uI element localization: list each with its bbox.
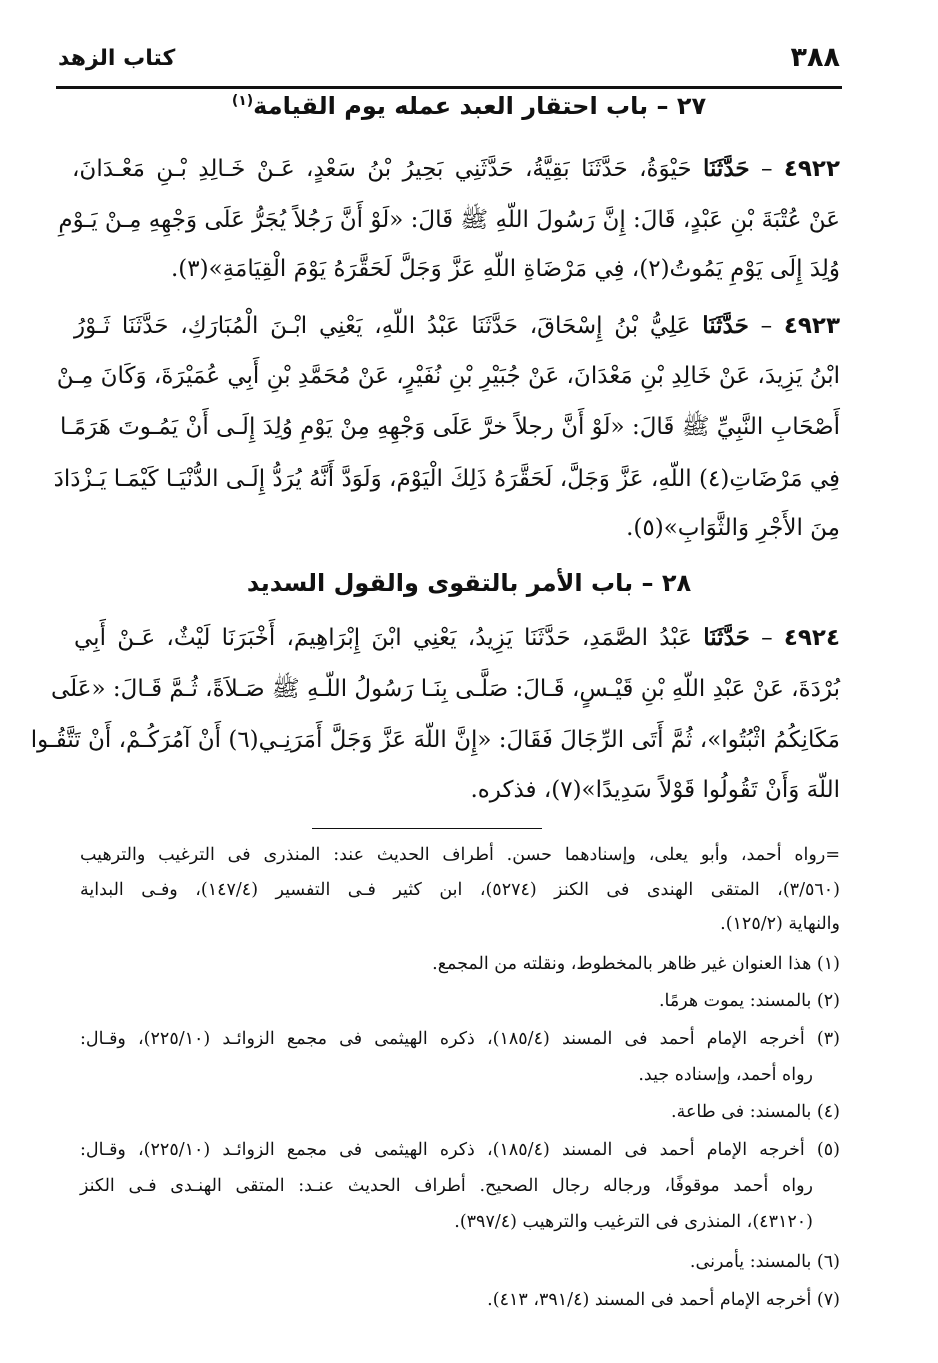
footnote-5-line-3: (٤٣١٢٠)، المنذرى فى الترغيب والترهيب (٣٩٧/٤). bbox=[454, 1212, 813, 1232]
line-text: عَلِيُّ بْنُ إِسْحَاقَ، حَدَّثَنَا عَبْدُ اللّهِ، يَعْنِي ابْـنَ الْمُبَارَكِ، حَدَّثَنَا ثَـوْرُ bbox=[74, 313, 691, 339]
footnote-7: (٧) أخرجه الإمام أحمد فى المسند (٣٩١/٤، ٤١٣). bbox=[487, 1290, 840, 1310]
hadith-number: ٤٩٢٣ bbox=[783, 313, 841, 339]
haddathana: حَدَّثَنَا bbox=[703, 624, 750, 651]
line-text: عَبْدُ الصَّمَدِ، حَدَّثَنَا يَزِيدُ، يَعْنِي ابْنَ إِبْرَاهِيمَ، أَخْبَرَنَا لَيْثٌ، عَـنْ أَبِي bbox=[74, 625, 692, 651]
header-rule bbox=[56, 86, 842, 89]
hadith-4923-line-4: فِي مَرْضَاتِ(٤) اللّهِ، عَزَّ وَجَلَّ، لَحَقَّرَهُ ذَلِكَ الْيَوْمَ، وَلَوَدَّ أَنَّهُ يُرَدُّ إِلَـى الدُّنْيَـا كَيْمَـا يَـزْدَادَ bbox=[53, 466, 840, 492]
hadith-4923-line-1: ٤٩٢٣ – حَدَّثَنَا عَلِيُّ بْنُ إِسْحَاقَ، حَدَّثَنَا عَبْدُ اللّهِ، يَعْنِي ابْـنَ الْمُبَارَكِ، حَدَّثَنَا ثَـوْرُ bbox=[74, 312, 841, 339]
chapter-heading-27 bbox=[60, 92, 878, 120]
running-head bbox=[58, 38, 840, 78]
haddathana: حَدَّثَنَا bbox=[702, 312, 749, 339]
hadith-4924-line-1: ٤٩٢٤ – حَدَّثَنَا عَبْدُ الصَّمَدِ، حَدَّثَنَا يَزِيدُ، يَعْنِي ابْنَ إِبْرَاهِيمَ، أَخْبَرَنَا لَيْثٌ، عَـنْ أَبِي bbox=[74, 624, 841, 651]
hadith-4922-line-3: وُلِدَ إِلَى يَوْمِ يَمُوتُ(٢)، فِي مَرْضَاةِ اللّهِ عَزَّ وَجَلَّ لَحَقَّرَهُ يَوْمَ الْقِيَامَةِ»(٣). bbox=[170, 256, 840, 282]
footnote-carryover-line-3: والنهاية (١٢٥/٢). bbox=[720, 914, 840, 934]
footnote-carryover-line-2: (٣/٥٦٠)، المتقى الهندى فى الكنز (٥٢٧٤)، ابن كثير فـى التفسير (١٤٧/٤)، وفـى البداية bbox=[80, 880, 840, 900]
hadith-4923-line-5: مِنَ الأَجْرِ وَالثَّوَابِ»(٥). bbox=[626, 515, 840, 541]
footnote-4: (٤) بالمسند: فى طاعة. bbox=[671, 1102, 840, 1122]
page-number: ٣٨٨ bbox=[790, 42, 840, 73]
footnote-2: (٢) بالمسند: يموت هرمًا. bbox=[658, 991, 840, 1011]
footnote-5-line-1: (٥) أخرجه الإمام أحمد فى المسند (١٨٥/٤)، ذكره الهيثمى فى مجمع الزوائـد (٢٢٥/١٠)، وقـال: bbox=[80, 1140, 840, 1160]
hadith-4922-line-2: عَنْ عُتْبَةَ بْنِ عَبْدٍ، قَالَ: إِنَّ رَسُولَ اللّهِ ﷺ قَالَ: «لَوْ أَنَّ رَجُلاً يُجَرُّ عَلَى وَجْهِهِ مِـنْ يَـوْمِ bbox=[58, 207, 840, 233]
hadith-4924-line-3: مَكَانِكُمُ اثْبُتُوا»، ثُمَّ أَتَى الرِّجَالَ فَقَالَ: «إِنَّ اللّهَ عَزَّ وَجَلَّ أَمَرَنِـي(٦) أَنْ آمُرَكُـمْ، أَنْ تَتَّقُـوا bbox=[30, 727, 840, 753]
footnote-3-line-2: رواه أحمد، وإسناده جيد. bbox=[638, 1065, 813, 1085]
chapter-heading-28 bbox=[60, 569, 878, 597]
hadith-4923-line-3: أَصْحَابِ النَّبِيِّ ﷺ قَالَ: «لَوْ أَنَّ رجلاً خرَّ عَلَى وَجْهِهِ مِنْ يَوْمِ وُلِدَ إِلَـى أَنْ يَمُـوتَ هَرَمًـا bbox=[59, 414, 840, 440]
footnote-ref: (١) bbox=[231, 93, 254, 109]
chapter-title: ٢٧ – باب احتقار العبد عمله يوم القيامة bbox=[253, 92, 707, 120]
chapter-title: ٢٨ – باب الأمر بالتقوى والقول السديد bbox=[246, 569, 692, 597]
hadith-4923-line-2: ابْنُ يَزِيدَ، عَنْ خَالِدِ بْنِ مَعْدَانَ، عَنْ جُبَيْرِ بْنِ نُفَيْرٍ، عَنْ مُحَمَّدِ بْنِ أَبِي عُمَيْرَةَ، وَكَانَ مِـنْ bbox=[56, 363, 840, 389]
footnote-6: (٦) بالمسند: يأمرنى. bbox=[689, 1252, 840, 1272]
running-title: كتاب الزهد bbox=[58, 46, 176, 71]
hadith-number: ٤٩٢٢ bbox=[783, 156, 841, 182]
haddathana: حَدَّثَنَا bbox=[702, 155, 750, 182]
footnote-5-line-2: رواه أحمد موقوفًا، ورجاله رجال الصحيح. أطراف الحديث عنـد: المتقى الهنـدى فـى الكنز bbox=[80, 1176, 813, 1196]
footnote-carryover-line-1: =رواه أحمد، وأبو يعلى، وإسنادهما حسن. أطراف الحديث عند: المنذرى فى الترغيب والترهيب bbox=[80, 845, 840, 865]
hadith-4924-line-4: اللّهَ وَأَنْ تَقُولُوا قَوْلاً سَدِيدًا»(٧)، فذكره. bbox=[470, 777, 840, 803]
hadith-number: ٤٩٢٤ bbox=[783, 625, 841, 651]
hadith-4924-line-2: بُرْدَةَ، عَنْ عَبْدِ اللّهِ بْنِ قَيْـسٍ، قَـالَ: صَلَّـى بِنَـا رَسُولُ اللّـهِ ﷺ صَـلاَةً، ثُـمَّ قَـالَ: «عَلَى bbox=[51, 676, 840, 702]
footnote-1: (١) هذا العنوان غير ظاهر بالمخطوط، ونقلته من المجمع. bbox=[432, 954, 840, 974]
footnote-rule bbox=[312, 828, 542, 829]
footnote-3-line-1: (٣) أخرجه الإمام أحمد فى المسند (١٨٥/٤)، ذكره الهيثمى فى مجمع الزوائـد (٢٢٥/١٠)، وقـال: bbox=[80, 1029, 840, 1049]
line-text: حَيْوَةُ، حَدَّثَنَا بَقِيَّةُ، حَدَّثَنِي بَحِيرُ بْنُ سَعْدٍ، عَـنْ خَـالِدِ بْـنِ مَعْـدَانَ، bbox=[72, 156, 692, 182]
hadith-4922-line-1: ٤٩٢٢ – حَدَّثَنَا حَيْوَةُ، حَدَّثَنَا بَقِيَّةُ، حَدَّثَنِي بَحِيرُ بْنُ سَعْدٍ، عَـنْ خَـالِدِ بْـنِ مَعْـدَانَ، bbox=[72, 155, 841, 182]
